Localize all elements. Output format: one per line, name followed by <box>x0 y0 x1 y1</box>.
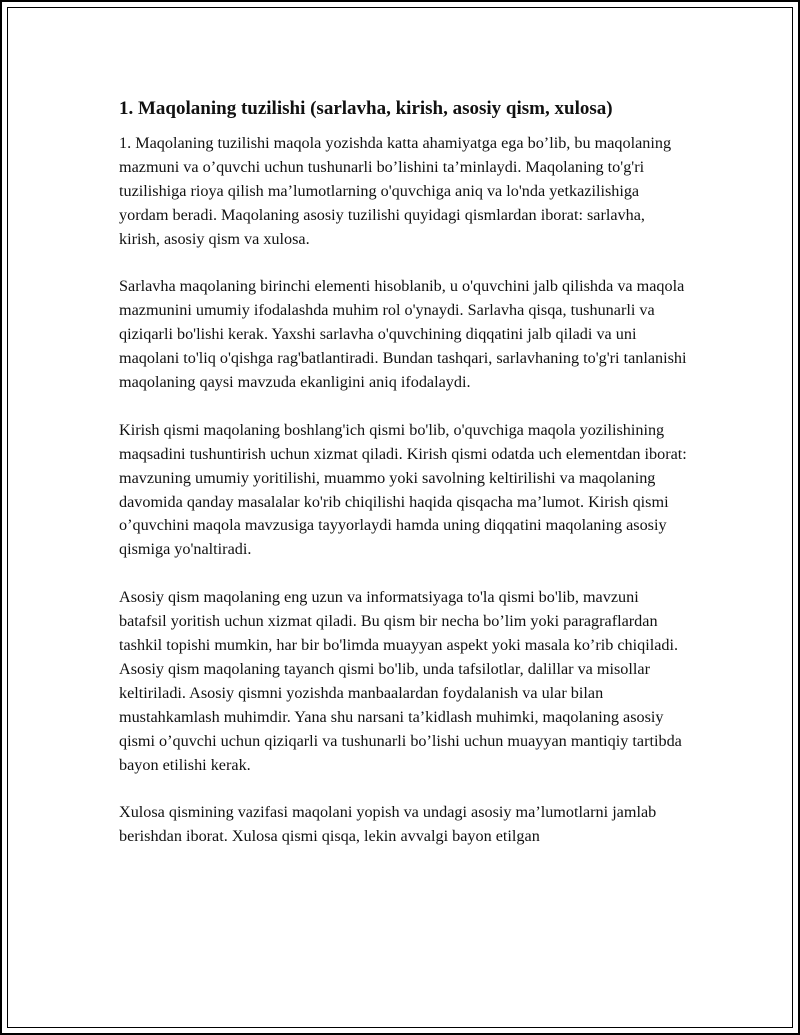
paragraph-conclusion: Xulosa qismining vazifasi maqolani yopish va undagi asosiy ma’lumotlarni jamlab berishdan iborat. Xulosa qismi qisqa, lekin avvalgi bayon etilgan <box>119 803 657 846</box>
paragraph-intro: 1. Maqolaning tuzilishi maqola yozishda katta ahamiyatga ega bo’lib, bu maqolaning mazmuni va o’quvchi uchun tushunarli bo’lishini ta’minlaydi. Maqolaning to'g'ri tuzilishiga rioya qilish ma’lumotlarning o'quvchiga aniq va lo'nda yetkazilishiga yordam beradi. Maqolaning asosiy tuzilishi quyidagi qismlardan iborat: sarlavha, kirish, asosiy qism va xulosa. <box>119 134 672 248</box>
paragraph-title: Sarlavha maqolaning birinchi elementi hisoblanib, u o'quvchini jalb qilishda va maqola mazmunini umumiy ifodalashda muhim rol o'ynaydi. Sarlavha qisqa, tushunarli va qiziqarli bo'lishi kerak. Yaxshi sarlavha o'quvchining diqqatini jalb qiladi va uni maqolani to'liq o'qishga rag'batlantiradi. Bundan tashqari, sarlavhaning to'g'ri tanlanishi maqolaning qaysi mavzuda ekanligini aniq ifodalaydi. <box>119 277 687 392</box>
paragraph-main-body: Asosiy qism maqolaning eng uzun va informatsiyaga to'la qismi bo'lib, mavzuni batafsil yoritish uchun xizmat qiladi. Bu qism bir necha bo’lim yoki paragraflardan tashkil topishi mumkin, har bir bo'limda muayyan aspekt yoki masala ko’rib chiqiladi. Asosiy qism maqolaning tayanch qismi bo'lib, unda tafsilotlar, dalillar va misollar keltiriladi. Asosiy qismni yozishda manbaalardan foydalanish va ular bilan mustahkamlash muhimdir. Yana shu narsani ta’kidlash muhimki, maqolaning asosiy qismi o’quvchi uchun qiziqarli va tushunarli bo’lishi uchun muayyan mantiqiy tartibda bayon etilishi kerak. <box>119 588 682 774</box>
document-body <box>119 97 689 873</box>
paragraph-introduction: Kirish qismi maqolaning boshlang'ich qismi bo'lib, o'quvchiga maqola yozilishining maqsadini tushuntirish uchun xizmat qiladi. Kirish qismi odatda uch elementdan iborat: mavzuning umumiy yoritilishi, muammo yoki savolning keltirilishi va maqolaning davomida qanday masalalar ko'rib chiqilishi haqida qisqacha ma’lumot. Kirish qismi o’quvchini maqola mavzusiga tayyorlaydi hamda uning diqqatini maqolaning asosiy qismiga yo'naltiradi. <box>119 420 687 559</box>
document-heading: 1. Maqolaning tuzilishi (sarlavha, kirish, asosiy qism, xulosa) <box>119 98 613 119</box>
